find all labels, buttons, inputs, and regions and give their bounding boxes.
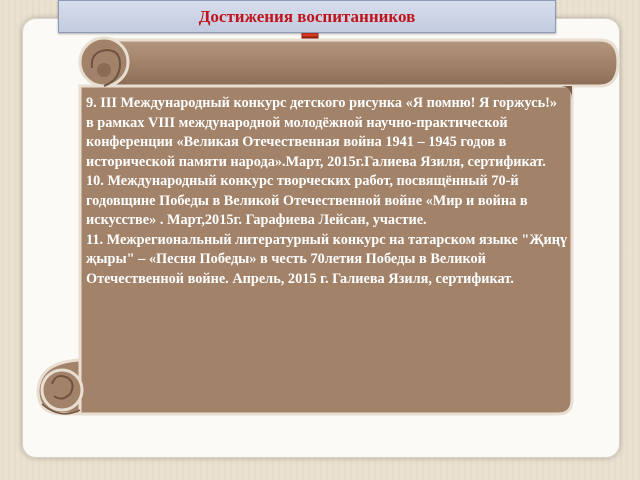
slide-title: Достижения воспитанников	[198, 6, 416, 26]
scroll-curl-icon	[80, 38, 128, 86]
scroll-curl-icon	[38, 360, 82, 414]
achievement-item-11: 11. Межрегиональный литературный конкурс на татарском языке "Җиңү җыры" – «Песня Победы» в честь 70летия Победы в Великой Отечественной войне. Апрель, 2015 г. Галиева Язиля, сертификат.	[86, 231, 568, 287]
achievements-list	[86, 94, 568, 289]
achievement-item-10: 10. Международный конкурс творческих работ, посвящённый 70-й годовщине Победы в Великой Отечественной войне «Мир и война в искусстве» . Март,2015г. Гарафиева Лейсан, участие.	[86, 173, 528, 228]
achievement-item-9: 9. III Международный конкурс детского рисунка «Я помню! Я горжусь!» в рамках VIII международной молодёжной научно-практической конференции «Великая Отечественная война 1941 – 1945 годов в исторической памяти народа».Март, 2015г.Галиева Язиля, сертификат.	[86, 95, 558, 170]
